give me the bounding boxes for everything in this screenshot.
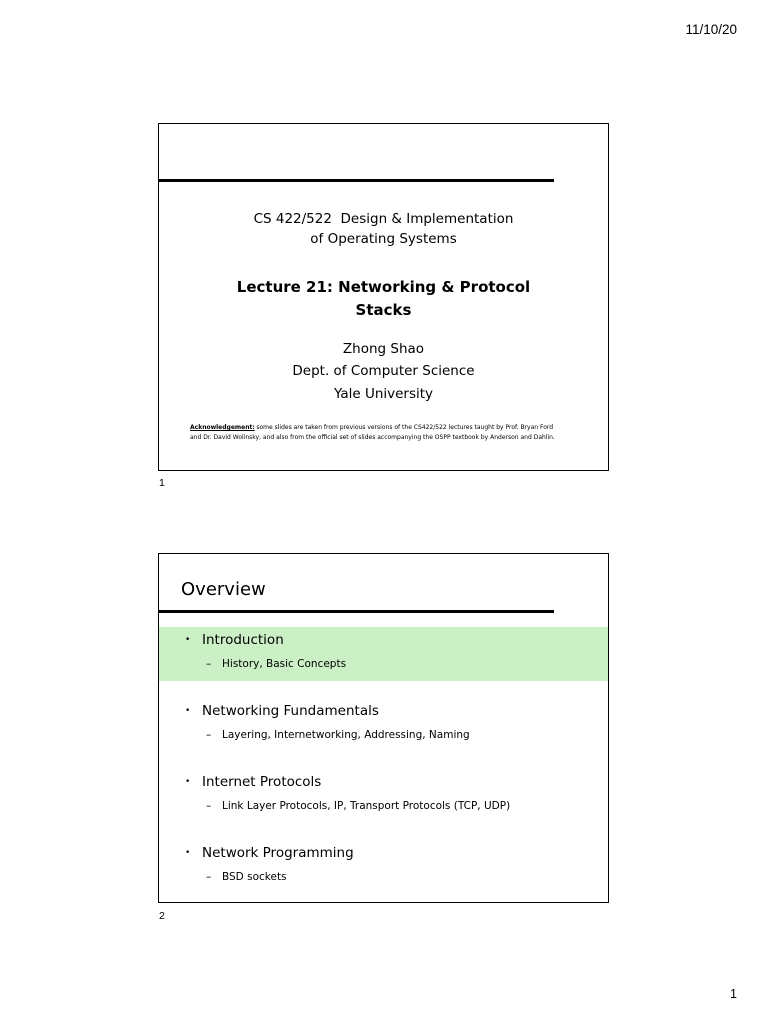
author-university: Yale University (333, 386, 434, 402)
lecture-title-line2: Stacks (355, 301, 412, 319)
sub-bullet-network-programming: BSD sockets (222, 871, 287, 883)
bullet-item-internet-protocols: Internet Protocols (202, 774, 322, 790)
slide-heading-rule (158, 610, 554, 613)
slide-overview (158, 553, 609, 903)
sub-bullet-internet-protocols: Link Layer Protocols, IP, Transport Protocols (TCP, UDP) (222, 800, 511, 812)
slide-heading: Overview (181, 579, 266, 600)
author-department: Dept. of Computer Science (292, 363, 475, 379)
acknowledgement-text1: some slides are taken from previous versions of the CS422/522 lectures taught by Prof. Bryan Ford (256, 424, 554, 431)
slide-number-1: 1 (159, 477, 165, 489)
acknowledgement-label: Acknowledgement: (190, 424, 255, 431)
sub-bullet-introduction: History, Basic Concepts (222, 658, 347, 670)
acknowledgement-line2: and Dr. David Wolinsky, and also from the official set of slides accompanying the OSPP textbook by Anderson and Dahlin. (190, 434, 555, 441)
sub-bullet-marker: – (206, 658, 212, 670)
course-name-line1: CS 422/522 Design & Implementation (253, 211, 514, 227)
slide-title-rule (158, 179, 554, 182)
bullet-item-introduction: Introduction (202, 632, 284, 648)
acknowledgement-line1 (190, 424, 553, 432)
bullet-marker: • (185, 635, 191, 645)
bullet-marker: • (185, 777, 191, 787)
course-name-line2: of Operating Systems (310, 231, 457, 247)
bullet-marker: • (185, 848, 191, 858)
page-number: 1 (730, 987, 737, 1001)
sub-bullet-marker: – (206, 800, 212, 812)
bullet-marker: • (185, 706, 191, 716)
slide-title (158, 123, 609, 471)
print-date: 11/10/20 (685, 22, 737, 37)
sub-bullet-networking-fundamentals: Layering, Internetworking, Addressing, Naming (222, 729, 470, 741)
lecture-title-line1: Lecture 21: Networking & Protocol (236, 278, 531, 296)
author-name: Zhong Shao (342, 341, 425, 357)
slide-number-2: 2 (159, 910, 165, 922)
sub-bullet-marker: – (206, 871, 212, 883)
sub-bullet-marker: – (206, 729, 212, 741)
bullet-item-network-programming: Network Programming (202, 845, 354, 861)
bullet-item-networking-fundamentals: Networking Fundamentals (202, 703, 379, 719)
